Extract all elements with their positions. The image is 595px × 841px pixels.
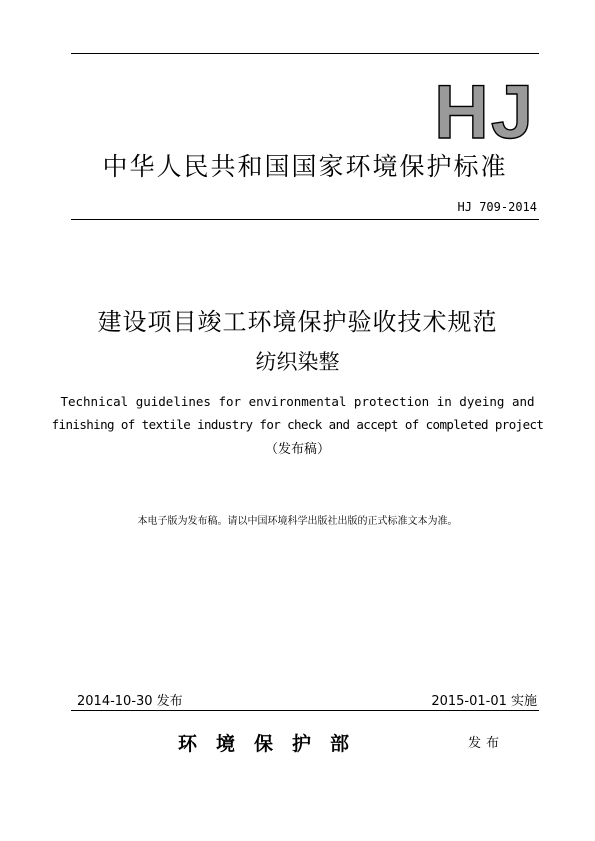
english-title-line-2: finishing of textile industry for check and accept of completed project xyxy=(51,417,544,432)
top-rule xyxy=(71,53,539,54)
hj-logo xyxy=(430,80,542,144)
issue-date: 2014-10-30 发布 xyxy=(77,694,183,709)
header-rule xyxy=(71,219,539,220)
publish-label: 发布 xyxy=(468,736,505,751)
implementation-date: 2015-01-01 实施 xyxy=(431,694,537,709)
issuing-ministry: 环境保护部 xyxy=(178,733,369,755)
hj-logo-text: HJ xyxy=(434,80,536,144)
document-title: 建设项目竣工环境保护验收技术规范 xyxy=(97,308,498,336)
english-title-line-1: Technical guidelines for environmental protection in dyeing and xyxy=(60,394,535,409)
footer-rule xyxy=(71,710,539,711)
standard-code: HJ 709-2014 xyxy=(457,200,537,214)
document-subtitle: 纺织染整 xyxy=(255,350,340,374)
edition-notice: 本电子版为发布稿。请以中国环境科学出版社出版的正式标准文本为准。 xyxy=(137,516,458,527)
draft-label: （发布稿） xyxy=(264,442,330,457)
org-name: 中华人民共和国国家环境保护标准 xyxy=(102,152,508,181)
